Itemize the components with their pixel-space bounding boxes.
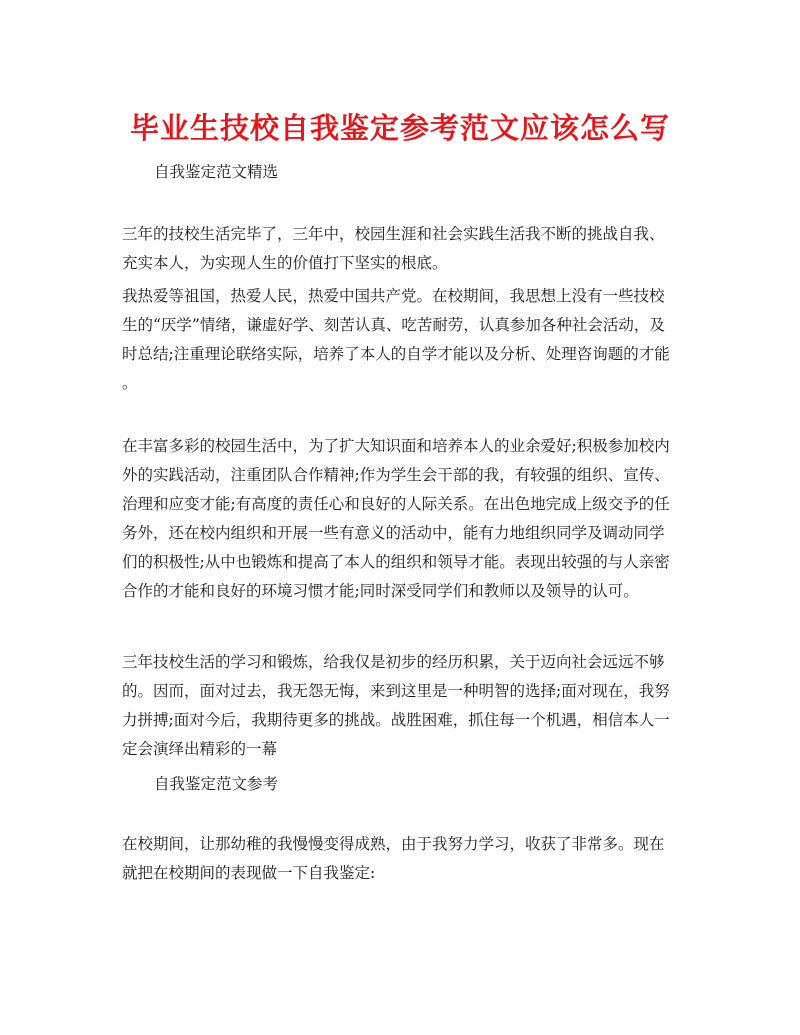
paragraph-line: 外的实践活动，注重团队合作精神;作为学生会干部的我，有较强的组织、宣传、 [122,466,670,484]
paragraph-line: 力拼搏;面对今后，我期待更多的挑战。战胜困难，抓住每一个机遇，相信本人一 [122,711,670,729]
paragraph-line: 合作的才能和良好的环境习惯才能;同时深受同学们和教师以及领导的认可。 [122,582,639,600]
subheading-selected-samples: 自我鉴定范文精选 [154,163,279,181]
paragraph-line: 在校期间，让那幼稚的我慢慢变得成熟，由于我努力学习，收获了非常多。现在 [122,835,665,853]
paragraph-summary [122,648,682,764]
paragraph-line: 生的“厌学”情绪，谦虚好学、刻苦认真、吃苦耐劳，认真参加各种社会活动，及 [122,316,665,334]
paragraph-line: 务外，还在校内组织和开展一些有意义的活动中，能有力地组织同学及调动同学 [122,524,665,542]
paragraph-line: 三年的技校生活完毕了，三年中，校园生涯和社会实践生活我不断的挑战自我、 [122,225,665,243]
paragraph-line: 们的积极性;从中也锻炼和提高了本人的组织和领导才能。表现出较强的与人亲密 [122,553,670,571]
paragraph-line: 充实本人，为实现人生的价值打下坚实的根底。 [122,254,448,272]
paragraph-line: 的。因而，面对过去，我无怨无悔，来到这里是一种明智的选择;面对现在，我努 [122,682,670,700]
paragraph-intro [122,220,682,278]
paragraph-line: 。 [122,374,138,392]
paragraph-line: 就把在校期间的表现做一下自我鉴定: [122,864,376,882]
paragraph-line: 定会演绎出精彩的一幕 [122,740,278,758]
document-title: 毕业生技校自我鉴定参考范文应该怎么写 [129,111,670,145]
paragraph-line: 我热爱等祖国，热爱人民，热爱中国共产党。在校期间，我思想上没有一些技校 [122,287,665,305]
paragraph-school-period [122,830,682,888]
paragraph-line: 时总结;注重理论联络实际，培养了本人的自学才能以及分析、处理咨询题的才能 [122,345,670,363]
paragraph-line: 三年技校生活的学习和锻炼，给我仅是初步的经历积累，关于迈向社会远远不够 [122,653,665,671]
subheading-reference-sample: 自我鉴定范文参考 [154,775,279,793]
paragraph-patriotism [122,282,682,398]
paragraph-line: 治理和应变才能;有高度的责任心和良好的人际关系。在出色地完成上级交予的任 [122,495,670,513]
paragraph-line: 在丰富多彩的校园生活中，为了扩大知识面和培养本人的业余爱好;积极参加校内 [122,437,670,455]
paragraph-campus-life [122,432,682,606]
